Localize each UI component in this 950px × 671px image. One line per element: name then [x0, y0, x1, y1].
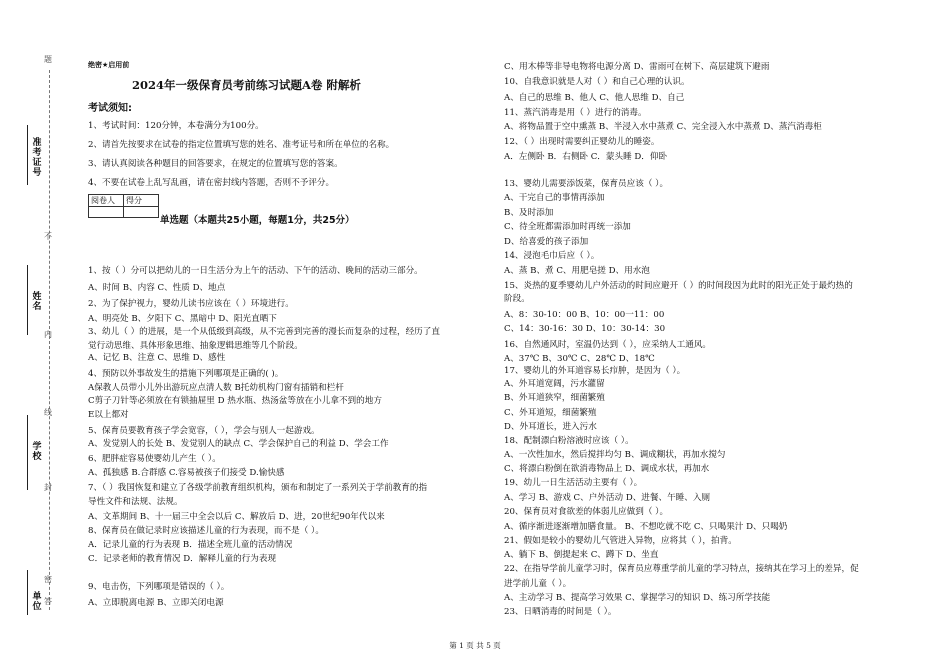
question-line: 觉行动思维、具体形象思维、抽象逻辑思维等几个阶段。	[88, 341, 303, 351]
score-table-reviewer-cell[interactable]	[89, 207, 124, 218]
binding-line	[49, 70, 50, 610]
question-line: 22、在指导学前儿童学习时，保育员应尊重学前儿童的学习特点，接纳其在学习上的差异，促	[504, 564, 859, 574]
question-line: 4、预防以外事故发生的措施下列哪项是正确的( )。	[88, 369, 284, 379]
question-line: A、记忆 B、注意 C、思维 D、感性	[88, 353, 226, 363]
score-table	[88, 194, 159, 218]
unit-label: 单位	[32, 592, 42, 612]
question-line: A、8：30-10：00 B、10：00一11：00	[504, 310, 665, 320]
question-line: 14、浸泡毛巾后应（ ）。	[504, 251, 600, 261]
question-line: 9、电击伤，下列哪项是错误的（ ）。	[88, 582, 230, 592]
question-line: 17、婴幼儿的外耳道容易长疖肿，是因为（ ）。	[504, 366, 686, 376]
notice-item: 4、不要在试卷上乱写乱画，请在密封线内答题，否则不予评分。	[88, 178, 335, 188]
name-label: 姓名	[32, 292, 42, 312]
question-line: 23、日晒消毒的时间是（ ）。	[504, 607, 617, 617]
question-line: 2、为了保护视力，婴幼儿读书应该在（ ）环境进行。	[88, 299, 294, 309]
admission-no-label: 准考证号	[32, 138, 42, 178]
question-line: 6、肥胖症容易使婴幼儿产生（ ）。	[88, 454, 221, 464]
question-line: C剪子刀针等必须放在有锁抽屉里 D 热水瓶、热汤盆等放在小儿拿不到的地方	[88, 396, 382, 406]
score-table-score-header: 得分	[124, 195, 159, 207]
question-line: 进学前儿童（ ）。	[504, 579, 572, 589]
question-line: 19、幼儿一日生活活动主要有（ ）。	[504, 478, 643, 488]
admission-no-field[interactable]	[27, 125, 28, 185]
question-line: A、孤独感 B.合群感 C.容易被孩子们接受 D.愉快感	[88, 468, 285, 478]
question-line: A、一次性加水，然后搅拌均匀 B、调成糊状，再加水搅匀	[504, 450, 726, 460]
question-line: A、将物品置于空中熏蒸 B、半浸入水中蒸煮 C、完全浸入水中蒸煮 D、蒸汽消毒柜	[504, 122, 822, 132]
question-line: 1、按（ ）分可以把幼儿的一日生活分为上午的活动、下午的活动、晚间的活动三部分。	[88, 266, 423, 276]
question-line: A、自己的思维 B、他人 C、他人思维 D、自己	[504, 93, 685, 103]
seal-mark: 密	[44, 575, 52, 584]
notice-item: 3、请认真阅读各种题目的回答要求，在规定的位置填写您的答案。	[88, 159, 343, 169]
question-line: B、及时添加	[504, 208, 554, 218]
question-line: 16、自然通风时，室温仍达到（ ），应采纳人工通风。	[504, 340, 712, 350]
question-line: 7、（ ）我国恢复和建立了各级学前教育组织机构，颁布和制定了一系列关于学前教育的指	[88, 483, 428, 493]
question-line: 3、幼儿（ ）的进展，是一个从低级到高级，从不完善到完善的漫长而复杂的过程，经历了直	[88, 327, 440, 337]
question-line: A、时间 B、内容 C、性质 D、地点	[88, 283, 226, 293]
score-table-score-cell[interactable]	[124, 207, 159, 218]
question-line: C、将漂白粉倒在欲消毒物品上 D、调成水状，再加水	[504, 464, 710, 474]
secret-label: 绝密★启用前	[88, 61, 130, 69]
question-line: C、待全班都需添加时再统一添加	[504, 222, 631, 232]
question-line: 10、自我意识就是人对（ ）和自己心理的认识。	[504, 77, 690, 87]
question-line: 18、配制漂白粉溶液时应该（ ）。	[504, 436, 634, 446]
seal-mark: 不	[44, 232, 52, 241]
question-line: 5、保育员要教育孩子学会宽容，（ ），学会与别人一起游戏。	[88, 426, 320, 436]
question-line: D、给喜爱的孩子添加	[504, 237, 589, 247]
seal-mark: 线	[44, 408, 52, 417]
question-line: A、循序渐进逐渐增加膳食量。 B、不想吃就不吃 C、只喝果汁 D、只喝奶	[504, 522, 788, 532]
question-line: A、明亮处 B、夕阳下 C、黑暗中 D、阳光直晒下	[88, 314, 277, 324]
notice-item: 2、请首先按要求在试卷的指定位置填写您的姓名、准考证号和所在单位的名称。	[88, 140, 395, 150]
question-line: A、外耳道宽阔，污水灌留	[504, 379, 605, 389]
question-line: A、文革期间 B、十一届三中全会以后 C、解放后 D、进，20世纪90年代以来	[88, 512, 385, 522]
seal-mark: 答	[44, 597, 52, 606]
question-line: D、外耳道长，进入污水	[504, 422, 597, 432]
question-line: C、用木棒等非导电物将电源分离 D、雷雨可在树下、高层建筑下避雨	[504, 62, 770, 72]
question-line: A保教人员带小儿外出游玩应点清人数 B托幼机构门窗有插销和栏杆	[88, 383, 344, 393]
question-line: A．记录儿童的行为表现 B．描述全班儿童的活动情况	[88, 540, 293, 550]
question-line: C．记录老师的教育情况 D．解释儿童的行为表现	[88, 554, 277, 564]
score-table-reviewer-header: 阅卷人	[89, 195, 124, 207]
question-line: A．左侧卧 B．右侧卧 C．蒙头睡 D．仰卧	[504, 152, 668, 162]
seal-mark: 封	[44, 483, 52, 492]
question-line: 8、保育员在做记录时应该描述儿童的行为表现，而不是（ ）。	[88, 526, 324, 536]
question-line: E以上都对	[88, 410, 129, 420]
page-footer: 第 1 页 共 5 页	[449, 641, 501, 650]
question-line: A、干完自己的事情再添加	[504, 193, 605, 203]
question-line: B、外耳道狭窄，细菌繁殖	[504, 393, 605, 403]
question-line: A、37℃ B、30℃ C、28℃ D、18℃	[504, 354, 655, 364]
seal-mark: 内	[44, 330, 52, 339]
unit-field[interactable]	[27, 570, 28, 615]
question-line: C、14：30-16：30 D、10：30-14：30	[504, 324, 666, 334]
question-line: 阶段。	[504, 294, 530, 304]
school-field[interactable]	[27, 415, 28, 490]
question-line: A、发觉别人的长处 B、发觉别人的缺点 C、学会保护自己的利益 D、学会工作	[88, 439, 389, 449]
question-line: A、立即脱离电源 B、立即关闭电源	[88, 598, 224, 608]
question-line: A、躺下 B、倒提起来 C、蹲下 D、坐直	[504, 550, 659, 560]
question-line: C、外耳道短，细菌繁殖	[504, 408, 597, 418]
question-line: 15、炎热的夏季婴幼儿户外活动的时间应避开（ ）的时间段因为此时的阳光正处于最灼热的	[504, 281, 853, 291]
school-label: 学校	[32, 442, 42, 462]
notice-title: 考试须知:	[88, 103, 132, 114]
question-line: A、主动学习 B、提高学习效果 C、掌握学习的知识 D、练习所学技能	[504, 593, 771, 603]
question-line: 13、婴幼儿需要添饭菜，保育员应该（ ）。	[504, 179, 669, 189]
question-line: A、蒸 B、煮 C、用肥皂搓 D、用水泡	[504, 266, 650, 276]
question-line: 20、保育员对食欲差的体弱儿应做到（ ）。	[504, 507, 669, 517]
question-line: 21、假如是较小的婴幼儿气管进入异物，应将其（ ），拍背。	[504, 536, 737, 546]
question-line: A、学习 B、游戏 C、户外活动 D、进餐、午睡、入厕	[504, 493, 711, 503]
seal-mark: 题	[44, 55, 52, 64]
notice-item: 1、考试时间：120分钟，本卷满分为100分。	[88, 121, 264, 131]
section-heading: 单选题（本题共25小题，每题1分，共25分）	[160, 215, 355, 226]
question-line: 导性文件和法规、法规。	[88, 497, 183, 507]
question-line: 11、蒸汽消毒是用（ ）进行的消毒。	[504, 108, 647, 118]
question-line: 12、（ ）出现时需要纠正婴幼儿的睡姿。	[504, 137, 660, 147]
name-field[interactable]	[27, 265, 28, 335]
page-title: 2024年一级保育员考前练习试题A卷 附解析	[132, 78, 361, 92]
